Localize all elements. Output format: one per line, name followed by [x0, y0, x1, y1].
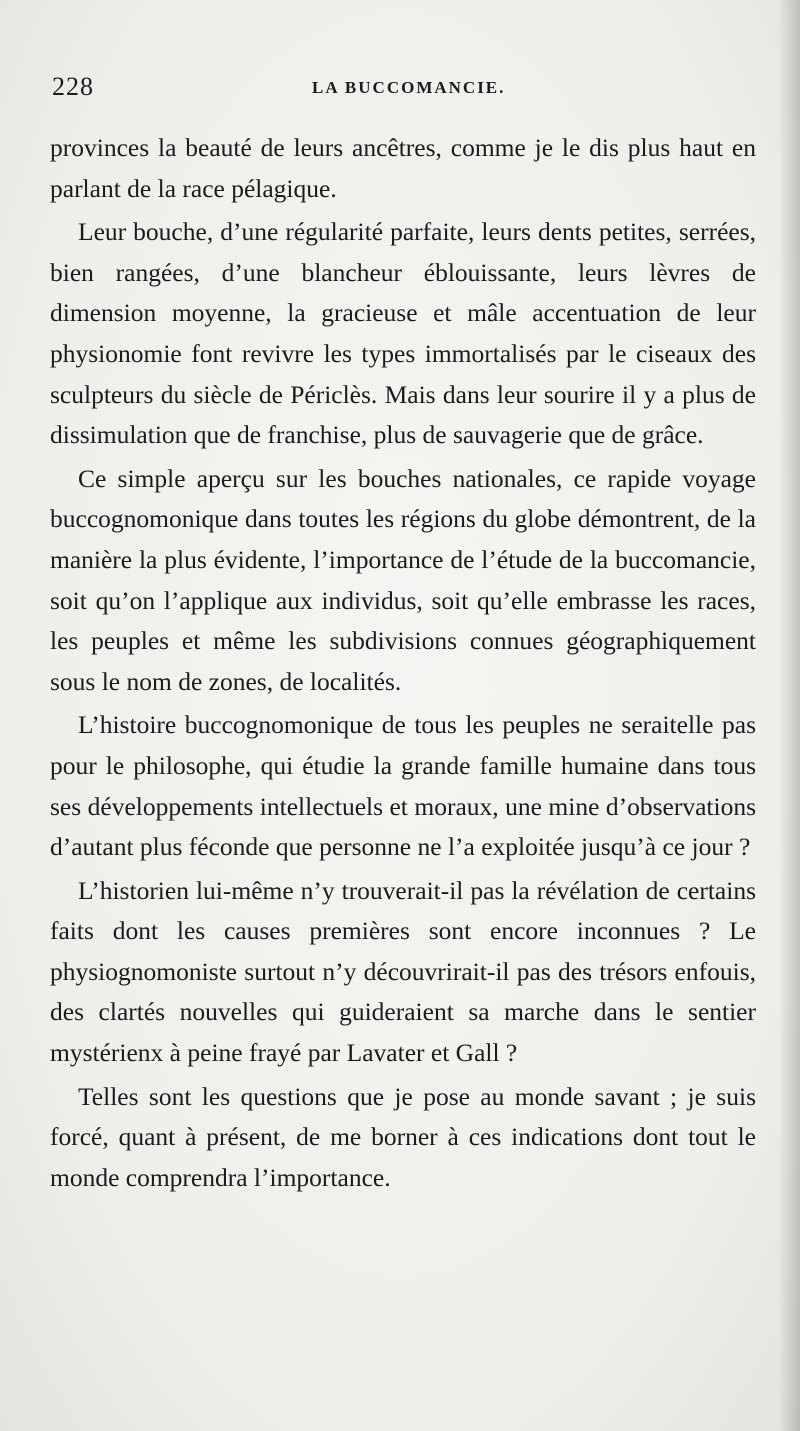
paragraph: Ce simple aperçu sur les bouches nationales, ce rapide voyage buccognomonique dans toutes les régions du globe démontrent, de la manière la plus évidente, l’importance de l’étude de la buccomancie, soit qu’on l’applique aux individus, soit qu’elle embrasse les races, les peuples et même les subdivisions connues géographiquement sous le nom de zones, de localités.	[50, 463, 756, 696]
paragraph: provinces la beauté de leurs ancêtres, comme je le dis plus haut en parlant de la race pélagique.	[50, 133, 756, 203]
page-header	[52, 72, 752, 106]
page-number: 228	[52, 72, 94, 101]
paragraph: L’histoire buccognomonique de tous les peuples ne seraitelle pas pour le philosophe, qui étudie la grande famille humaine dans tous ses développements intellectuels et moraux, une mine d’observations d’autant plus féconde que personne ne l’a exploitée jusqu’à ce jour ?	[50, 710, 756, 862]
running-head: LA BUCCOMANCIE.	[312, 78, 506, 97]
page-edge-shadow	[778, 0, 800, 1431]
paragraph: Telles sont les questions que je pose au monde savant ; je suis forcé, quant à présent, de me borner à ces indications dont tout le monde comprendra l’importance.	[50, 1081, 756, 1192]
paragraph: L’historien lui-même n’y trouverait-il pas la révélation de certains faits dont les causes premières sont encore inconnues ? Le physiognomoniste surtout n’y découvrirait-il pas des trésors enfouis, des clartés nouvelles qui guideraient sa marche dans le sentier mystérienx à peine frayé par Lavater et Gall ?	[50, 875, 756, 1068]
paragraph: Leur bouche, d’une régularité parfaite, leurs dents petites, serrées, bien rangées, d’une blancheur éblouissante, leurs lèvres de dimension moyenne, la gracieuse et mâle accentuation de leur physionomie font revivre les types immortalisés par le ciseaux des sculpteurs du siècle de Périclès. Mais dans leur sourire il y a plus de dissimulation que de franchise, plus de sauvagerie que de grâce.	[50, 217, 756, 450]
text-body	[50, 128, 756, 1198]
